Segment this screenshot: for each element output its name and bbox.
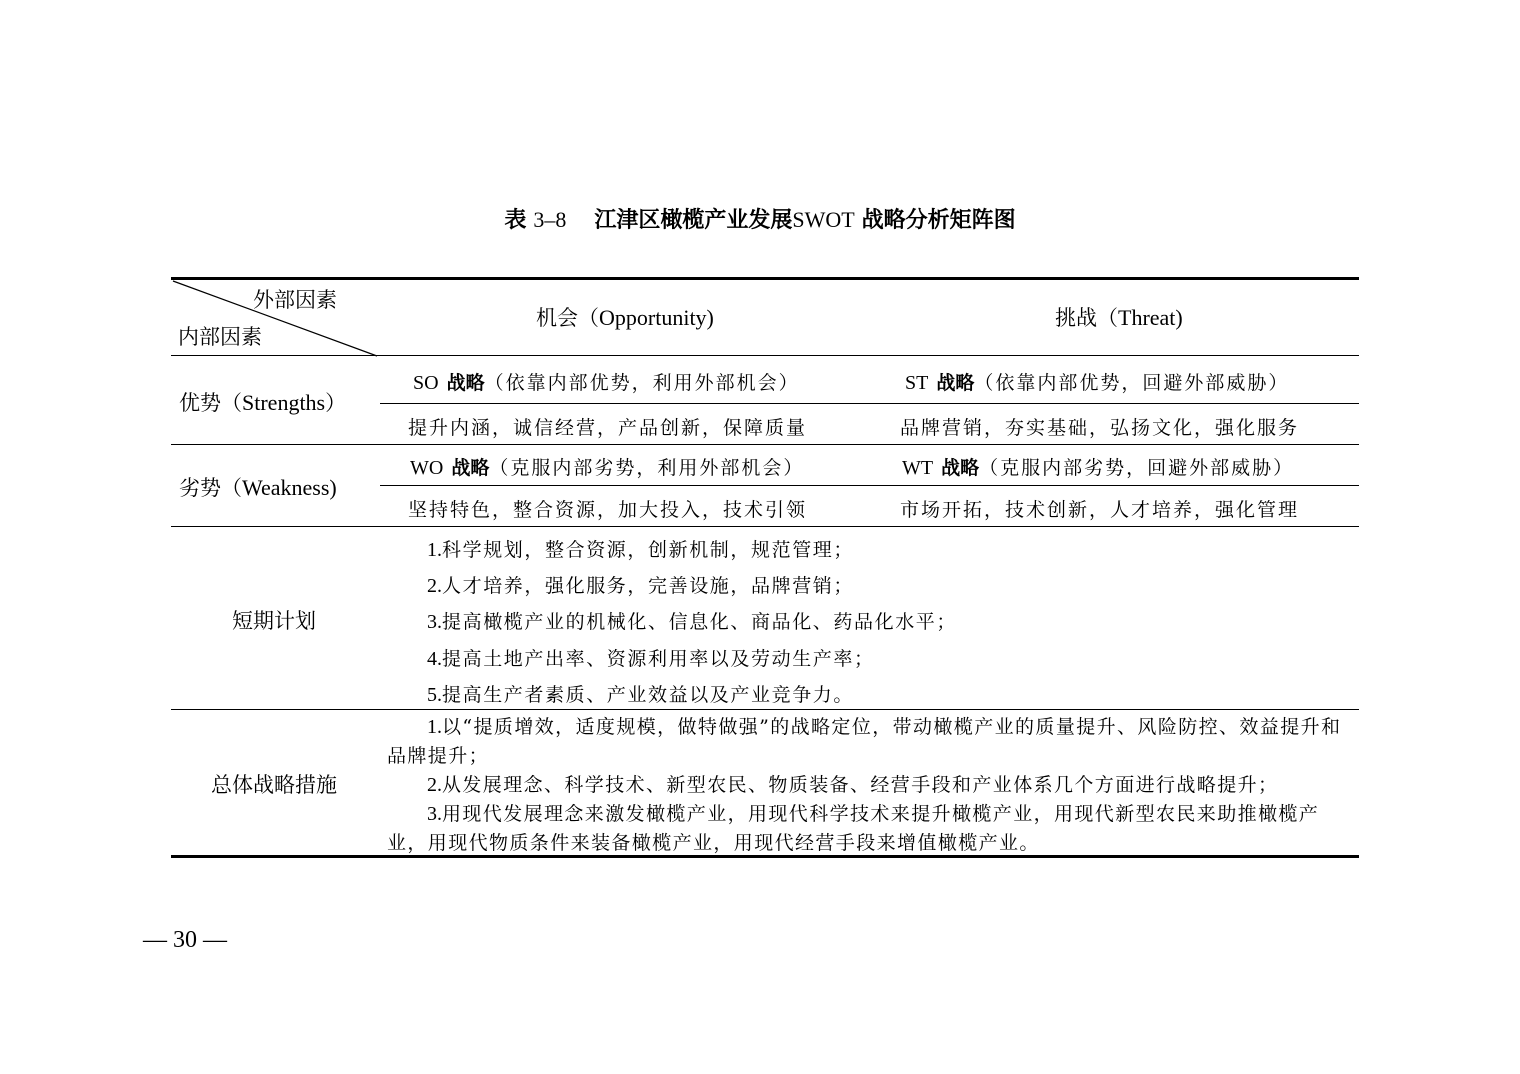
- title-name-zh: 江津区橄榄产业发展: [594, 208, 793, 233]
- title-name-tail: 战略分析矩阵图: [861, 208, 1016, 233]
- wo-strategy-content: 坚持特色，整合资源，加大投入，技术引领: [408, 499, 808, 521]
- short-term-item: 1.科学规划，整合资源，创新机制，规范管理；: [427, 539, 855, 561]
- wo-strategy-heading: WO 战略（克服内部劣势，利用外部机会）: [410, 457, 805, 479]
- external-factor-label: 外部因素: [253, 288, 337, 312]
- table-title: [0, 202, 1520, 239]
- wt-strategy-content: 市场开拓，技术创新，人才培养，强化管理: [900, 499, 1300, 521]
- short-term-bottom-rule: [171, 709, 1359, 710]
- title-name-en: SWOT: [792, 207, 855, 232]
- short-term-item: 3.提高橄榄产业的机械化、信息化、商品化、药品化水平；: [427, 611, 958, 633]
- short-term-label: 短期计划: [232, 609, 316, 633]
- page-number: — 30 —: [143, 927, 227, 953]
- strengths-inner-rule: [380, 403, 1359, 404]
- short-term-item: 5.提高生产者素质、产业效益以及产业竞争力。: [427, 684, 855, 706]
- weakness-inner-rule: [380, 485, 1359, 486]
- short-term-item: 2.人才培养，强化服务，完善设施，品牌营销；: [427, 575, 855, 597]
- st-strategy-content: 品牌营销，夯实基础，弘扬文化，强化服务: [900, 417, 1300, 439]
- st-strategy-heading: ST 战略（依靠内部优势，回避外部威胁）: [905, 372, 1290, 394]
- wt-strategy-heading: WT 战略（克服内部劣势，回避外部威胁）: [902, 457, 1295, 479]
- overall-measure-item: 3.用现代发展理念来激发橄榄产业，用现代科学技术来提升橄榄产业，用现代新型农民来助推橄榄产业，用现代物质条件来装备橄榄产业，用现代经营手段来增值橄榄产业。: [387, 803, 1320, 854]
- internal-factor-label: 内部因素: [178, 325, 262, 349]
- weakness-row-label: 劣势（Weakness): [179, 475, 337, 500]
- so-strategy-heading: SO 战略（依靠内部优势，利用外部机会）: [413, 372, 800, 394]
- strengths-row-label: 优势（Strengths）: [179, 390, 347, 415]
- short-term-item: 4.提高土地产出率、资源利用率以及劳动生产率；: [427, 648, 875, 670]
- title-label: 表: [504, 208, 527, 233]
- opportunity-header: 机会（Opportunity): [536, 305, 714, 330]
- overall-measure-item: 2.从发展理念、科学技术、新型农民、物质装备、经营手段和产业体系几个方面进行战略提升；: [427, 774, 1279, 796]
- threat-header: 挑战（Threat): [1055, 305, 1183, 330]
- so-strategy-content: 提升内涵，诚信经营，产品创新，保障质量: [408, 417, 808, 439]
- overall-measure-item: 1.以“提质增效，适度规模，做特做强”的战略定位，带动橄榄产业的质量提升、风险防控、效益提升和品牌提升；: [387, 716, 1342, 767]
- strengths-bottom-rule: [171, 444, 1359, 445]
- weakness-bottom-rule: [171, 526, 1359, 527]
- overall-measures-label: 总体战略措施: [211, 773, 337, 797]
- title-number: 3–8: [533, 207, 567, 232]
